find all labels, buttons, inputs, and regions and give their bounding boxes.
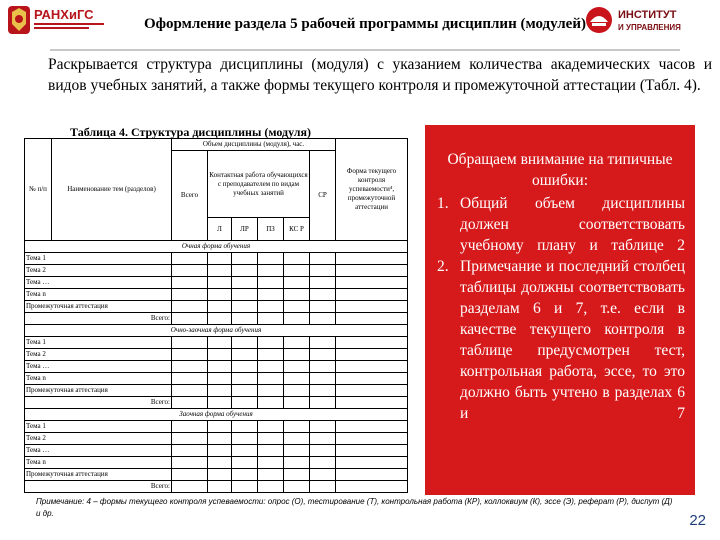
header-total: Всего bbox=[172, 151, 208, 241]
table-row: Промежуточная аттестация bbox=[25, 301, 408, 313]
table-row: Промежуточная аттестация bbox=[25, 469, 408, 481]
table-row: Тема 2 bbox=[25, 433, 408, 445]
table-row: Тема 1 bbox=[25, 337, 408, 349]
table-row: Тема n bbox=[25, 373, 408, 385]
page-number: 22 bbox=[689, 512, 706, 529]
header-lr: ЛР bbox=[232, 218, 258, 241]
section-title: Очная форма обучения bbox=[25, 241, 408, 253]
table-row: Промежуточная аттестация bbox=[25, 385, 408, 397]
list-item bbox=[425, 193, 695, 256]
title-divider bbox=[50, 49, 680, 51]
ranepa-logo-text: РАНХиГС bbox=[34, 7, 94, 22]
header-l: Л bbox=[208, 218, 232, 241]
header-ksr: КС Р bbox=[284, 218, 310, 241]
list-item-text: Примечание и последний столбец таблицы должны соответствовать разделам 6 и 7, т.е. если в качестве текущего контроля в таблице предусмотрен тест, контрольная работа, эссе, то это должно быть учтено в разделах 6 и 7 bbox=[460, 258, 685, 422]
total-row: Всего: bbox=[25, 313, 408, 325]
table-row: Тема 1 bbox=[25, 253, 408, 265]
header-name: Наименование тем (разделов) bbox=[52, 139, 172, 241]
table-row: Тема … bbox=[25, 361, 408, 373]
list-item-number: 1. bbox=[437, 195, 449, 212]
header-forms: Форма текущего контроля успеваемости⁴, промежуточной аттестации bbox=[336, 139, 408, 241]
table-row: Тема … bbox=[25, 445, 408, 457]
table-note: Примечание: 4 – формы текущего контроля успеваемости: опрос (О), тестирование (Т), контрольная работа (КР), коллоквиум (К), эссе (Э), реферат (Р), диспут (Д) и др. bbox=[36, 497, 673, 518]
table-row: Тема 1 bbox=[25, 421, 408, 433]
header-sr: СР bbox=[310, 151, 336, 241]
header-volume: Объем дисциплины (модуля), час. bbox=[172, 139, 336, 151]
structure-table bbox=[24, 138, 407, 493]
table-row: Тема n bbox=[25, 289, 408, 301]
list-item-text: Общий объем дисциплины должен соответствовать учебному плану и таблице 2 bbox=[460, 195, 685, 254]
section-title: Очно-заочная форма обучения bbox=[25, 325, 408, 337]
header-contact: Контактная работа обучающихся с преподавателем по видам учебных занятий bbox=[208, 151, 310, 218]
typical-errors-callout bbox=[425, 125, 695, 495]
slide-title: Оформление раздела 5 рабочей программы дисциплин (модулей) bbox=[144, 16, 586, 32]
institute-logo-line2: И УПРАВЛЕНИЯ bbox=[618, 23, 681, 32]
table-row: Тема … bbox=[25, 277, 408, 289]
header-num: № п/п bbox=[25, 139, 52, 241]
header-pz: ПЗ bbox=[258, 218, 284, 241]
callout-heading: Обращаем внимание на типичные ошибки: bbox=[447, 151, 673, 189]
table-row: Тема n bbox=[25, 457, 408, 469]
intro-paragraph: Раскрывается структура дисциплины (модуля) с указанием количества академических часов и видов учебных занятий, а также формы текущего контроля и промежуточной аттестации (Табл. 4). bbox=[48, 56, 712, 94]
table-row: Тема 2 bbox=[25, 349, 408, 361]
section-title: Заочная форма обучения bbox=[25, 409, 408, 421]
total-row: Всего: bbox=[25, 481, 408, 493]
list-item bbox=[425, 256, 695, 424]
total-row: Всего: bbox=[25, 397, 408, 409]
table-row: Тема 2 bbox=[25, 265, 408, 277]
table-caption: Таблица 4. Структура дисциплины (модуля) bbox=[70, 125, 311, 139]
institute-logo-line1: ИНСТИТУТ bbox=[618, 9, 677, 21]
list-item-number: 2. bbox=[437, 258, 449, 275]
